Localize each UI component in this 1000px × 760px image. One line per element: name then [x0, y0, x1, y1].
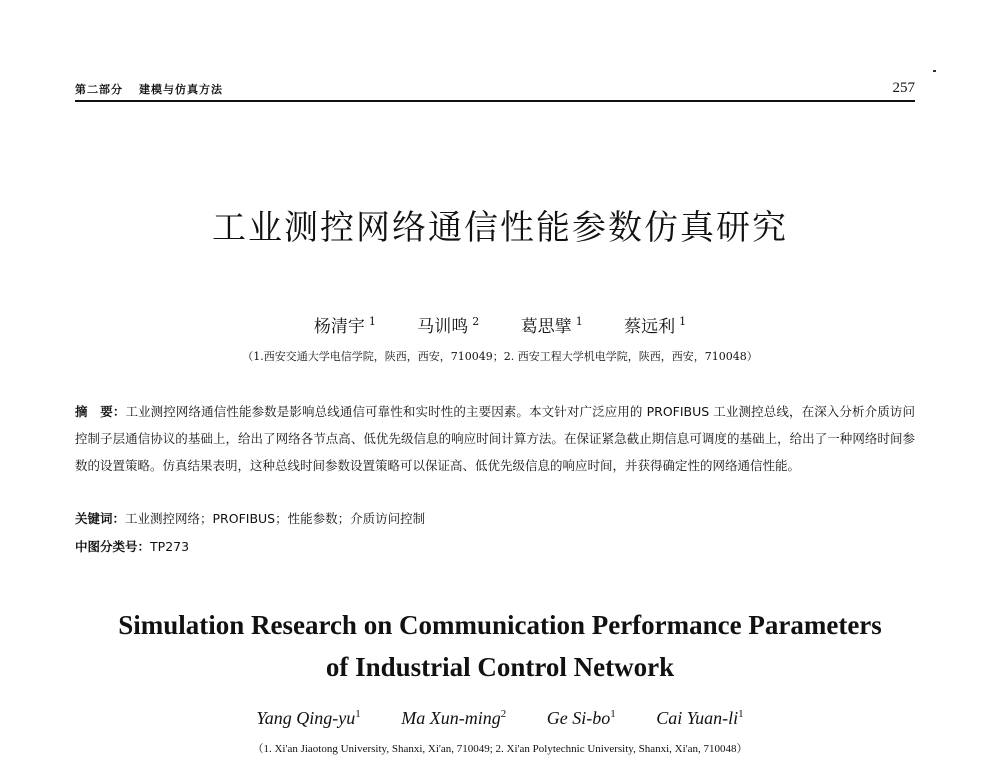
- english-author: [401, 708, 506, 729]
- english-affiliation: （1. Xi'an Jiaotong University, Shanxi, Xi'an, 710049; 2. Xi'an Polytechnic University, Shanxi, Xi'an, 710048）: [252, 743, 748, 755]
- chinese-author: [314, 312, 376, 337]
- english-author-list: [0, 708, 1000, 729]
- page-number: 257: [892, 80, 915, 96]
- clc-text: TP273: [150, 539, 190, 554]
- scan-mark: [933, 70, 936, 72]
- clc-label: 中图分类号：: [75, 539, 151, 554]
- chinese-author: [624, 312, 686, 337]
- abstract: [75, 398, 915, 479]
- author-name: 蔡远利: [624, 317, 676, 337]
- author-affiliation-mark: 2: [472, 315, 480, 329]
- author-name: Cai Yuan-li: [656, 708, 739, 728]
- author-name: 杨清宇: [313, 317, 365, 337]
- author-affiliation-mark: 2: [500, 708, 507, 720]
- chinese-affiliation: （1.西安交通大学电信学院，陕西，西安，710049；2. 西安工程大学机电学院，陕西，西安，710048）: [242, 350, 758, 363]
- author-name: Ma Xun-ming: [401, 708, 501, 728]
- author-affiliation-mark: 1: [355, 708, 361, 720]
- abstract-text: 工业测控网络通信性能参数是影响总线通信可靠性和实时性的主要因素。本文针对广泛应用的 PROFIBUS 工业测控总线，在深入分析介质访问控制子层通信协议的基础上，给出了网络各节点高、低优先级信息的响应时间计算方法。在保证紧急截止期信息可调度的基础上，给出了一种网络时间参数的设置策略。仿真结果表明，这种总线时间参数设置策略可以保证高、低优先级信息的响应时间，并获得确定性的网络通信性能。: [75, 404, 915, 473]
- english-title-line: Simulation Research on Communication Performance Parameters: [118, 610, 882, 640]
- section-title: [75, 81, 239, 97]
- author-affiliation-mark: 1: [368, 315, 376, 329]
- author-name: 葛思擘: [520, 317, 572, 337]
- author-name: Yang Qing-yu: [256, 708, 356, 728]
- keywords-label: 关键词：: [75, 511, 126, 526]
- chinese-title: 工业测控网络通信性能参数仿真研究: [212, 208, 788, 248]
- abstract-label: 摘 要：: [75, 404, 126, 419]
- author-affiliation-mark: 1: [610, 708, 616, 720]
- english-author: [547, 708, 616, 729]
- chinese-author-list: [0, 312, 1000, 337]
- author-name: 马训鸣: [417, 317, 469, 337]
- keywords-text: 工业测控网络；PROFIBUS；性能参数；介质访问控制: [125, 511, 426, 526]
- english-author: [656, 708, 743, 729]
- author-affiliation-mark: 1: [738, 708, 744, 720]
- keywords: [75, 509, 915, 527]
- chinese-author: [417, 312, 479, 337]
- section-part: 第二部分: [75, 83, 123, 96]
- english-title-line: of Industrial Control Network: [325, 652, 675, 682]
- classification-number: [75, 537, 915, 555]
- running-header: [75, 80, 915, 102]
- english-author: [256, 708, 360, 729]
- author-affiliation-mark: 1: [575, 315, 583, 329]
- author-name: Ge Si-bo: [546, 708, 611, 728]
- section-name: 建模与仿真方法: [139, 83, 223, 96]
- chinese-author: [521, 312, 583, 337]
- english-title: [0, 604, 1000, 688]
- author-affiliation-mark: 1: [679, 315, 687, 329]
